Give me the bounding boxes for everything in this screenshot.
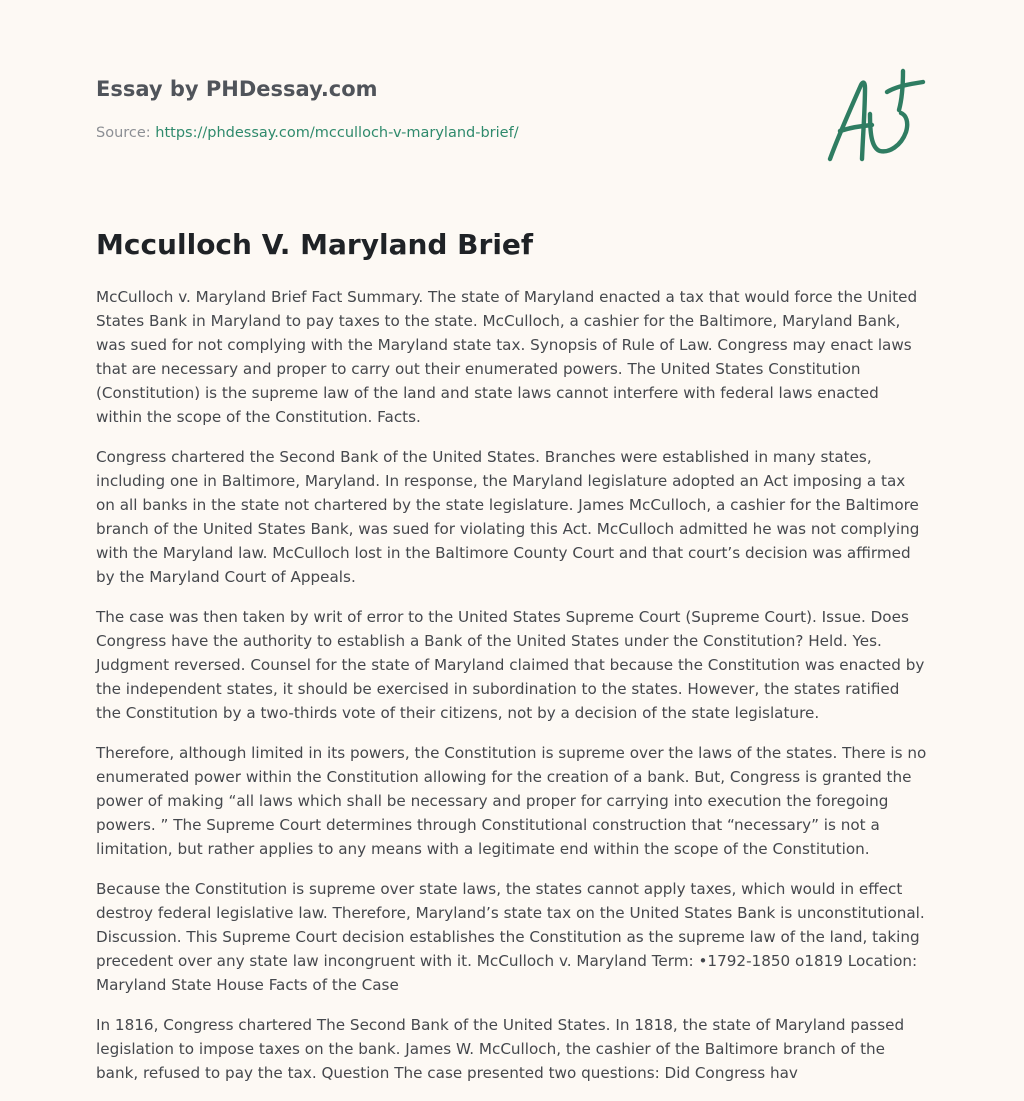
body-paragraph-3: The case was then taken by writ of error to the United States Supreme Court (Supreme Court). Issue. Does Congress have the authority to establish a Bank of the United States under the Constitution? Held. Yes. Judgment reversed. Counsel for the state of Maryland claimed that because the Constitution was enacted by the independent states, it should be exercised in subordination to the states. However, the states ratified the Constitution by a two-thirds vote of their citizens, not by a decision of the state legislature. xyxy=(96,608,925,722)
body-paragraph-4: Therefore, although limited in its powers, the Constitution is supreme over the laws of the states. There is no enumerated power within the Constitution allowing for the creation of a bank. But, Congress is granted the power of making “all laws which shall be necessary and proper for carrying into execution the foregoing powers. ” The Supreme Court determines through Constitutional construction that “necessary” is not a limitation, but rather applies to any means with a legitimate end within the scope of the Constitution. xyxy=(96,744,927,858)
site-brand: Essay by PHDessay.com xyxy=(96,77,378,101)
body-paragraph-6: In 1816, Congress chartered The Second Bank of the United States. In 1818, the state of Maryland passed legislation to impose taxes on the bank. James W. McCulloch, the cashier of the Baltimore branch of the bank, refused to pay the tax. Question The case presented two questions: Did Congress hav xyxy=(96,1016,905,1082)
source-link[interactable]: https://phdessay.com/mcculloch-v-maryland-brief/ xyxy=(155,125,519,141)
article-body xyxy=(96,285,928,1101)
source-label: Source: xyxy=(96,125,156,141)
body-paragraph-2: Congress chartered the Second Bank of the United States. Branches were established in many states, including one in Baltimore, Maryland. In response, the Maryland legislature adopted an Act imposing a tax on all banks in the state not chartered by the state legislature. James McCulloch, a cashier for the Baltimore branch of the United States Bank, was sued for violating this Act. McCulloch admitted he was not complying with the Maryland law. McCulloch lost in the Baltimore County Court and that court’s decision was affirmed by the Maryland Court of Appeals. xyxy=(96,448,920,586)
article-title: Mcculloch V. Maryland Brief xyxy=(96,228,534,261)
body-paragraph-1: McCulloch v. Maryland Brief Fact Summary. The state of Maryland enacted a tax that would force the United States Bank in Maryland to pay taxes to the state. McCulloch, a cashier for the Baltimore, Maryland Bank, was sued for not complying with the Maryland state tax. Synopsis of Rule of Law. Congress may enact laws that are necessary and proper to carry out their enumerated powers. The United States Constitution (Constitution) is the supreme law of the land and state laws cannot interfere with federal laws enacted within the scope of the Constitution. Facts. xyxy=(96,288,918,426)
a-plus-logo-icon xyxy=(818,64,930,168)
body-paragraph-5: Because the Constitution is supreme over state laws, the states cannot apply taxes, which would in effect destroy federal legislative law. Therefore, Maryland’s state tax on the United States Bank is unconstitutional. Discussion. This Supreme Court decision establishes the Constitution as the supreme law of the land, taking precedent over any state law incongruent with it. McCulloch v. Maryland Term: •1792-1850 o1819 Location: Maryland State House Facts of the Case xyxy=(96,880,925,994)
source-line xyxy=(96,122,716,144)
essay-header xyxy=(96,74,716,144)
